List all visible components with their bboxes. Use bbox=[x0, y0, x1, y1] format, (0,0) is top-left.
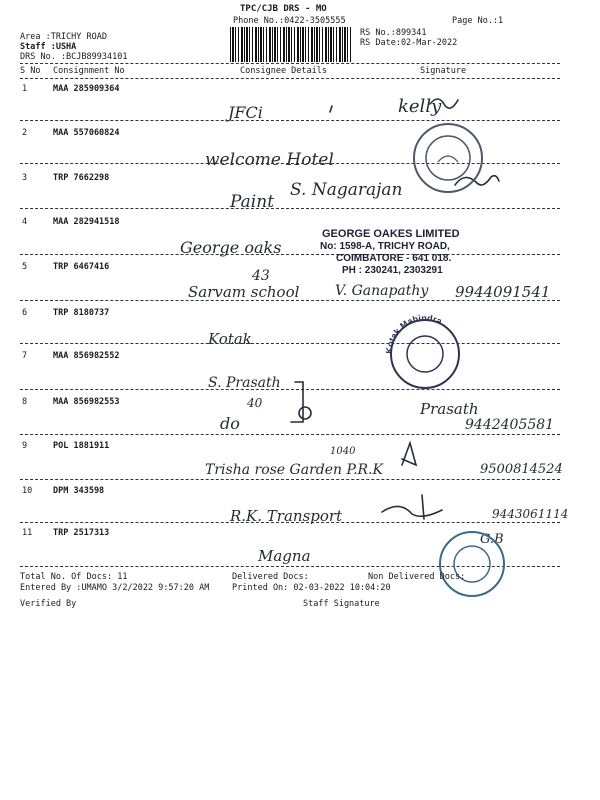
row-sno: 8 bbox=[22, 397, 28, 407]
total-docs: Total No. Of Docs: 11 bbox=[20, 572, 128, 582]
divider bbox=[20, 343, 560, 344]
row-consignment: POL 1881911 bbox=[53, 441, 110, 451]
handwritten-signature: G.B bbox=[480, 532, 504, 547]
handwritten-consignee: Trisha rose Garden P.R.K bbox=[205, 462, 383, 478]
stamp-address-line1: No: 1598-A, TRICHY ROAD, bbox=[320, 241, 450, 252]
handwritten-consignee: Sarvam school bbox=[188, 283, 300, 301]
handwritten-extra: 1040 bbox=[330, 446, 356, 457]
handwritten-consignee: JFCi bbox=[228, 103, 263, 122]
stamp-phone: PH : 230241, 2303291 bbox=[342, 265, 443, 276]
handwritten-consignee: Kotak bbox=[208, 330, 252, 348]
col-header-sno: S No bbox=[20, 66, 41, 76]
divider bbox=[20, 479, 560, 480]
handwritten-extra: 40 bbox=[247, 396, 263, 410]
barcode bbox=[230, 27, 352, 62]
row-consignment: TRP 2517313 bbox=[53, 528, 110, 538]
divider bbox=[20, 389, 560, 390]
row-sno: 1 bbox=[22, 84, 28, 94]
printed-on: Printed On: 02-03-2022 10:04:20 bbox=[232, 583, 391, 593]
divider bbox=[20, 254, 560, 255]
handwritten-consignee: S. Prasath bbox=[208, 375, 281, 391]
entered-by: Entered By :UMAMO 3/2/2022 9:57:20 AM bbox=[20, 583, 210, 593]
row-consignment: MAA 856982552 bbox=[53, 351, 120, 361]
stamp-company-name: GEORGE OAKES LIMITED bbox=[322, 228, 460, 240]
row-sno: 2 bbox=[22, 128, 28, 138]
rs-date: RS Date:02-Mar-2022 bbox=[360, 38, 458, 48]
handwritten-signature: Prasath bbox=[420, 400, 479, 418]
verified-by: Verified By bbox=[20, 599, 77, 609]
row-consignment: DPM 343598 bbox=[53, 486, 105, 496]
page-number: Page No.:1 bbox=[452, 16, 504, 26]
row-sno: 10 bbox=[22, 486, 33, 496]
handwritten-signature: kelly bbox=[398, 96, 442, 117]
row-consignment: MAA 285909364 bbox=[53, 84, 120, 94]
handwritten-consignee: do bbox=[220, 414, 240, 433]
col-header-consignment: Consignment No bbox=[53, 66, 125, 76]
row-sno: 11 bbox=[22, 528, 33, 538]
handwritten-consignee: Magna bbox=[258, 547, 311, 565]
row-consignment: MAA 282941518 bbox=[53, 217, 120, 227]
row-sno: 9 bbox=[22, 441, 28, 451]
divider bbox=[20, 522, 560, 523]
divider bbox=[20, 300, 560, 301]
row-consignment: TRP 7662298 bbox=[53, 173, 110, 183]
handwritten-consignee: R.K. Transport bbox=[230, 507, 343, 525]
kotak-stamp-text: Kotak Mahindra bbox=[383, 312, 444, 355]
svg-text:Kotak Mahindra bbox=[384, 313, 444, 354]
row-sno: 3 bbox=[22, 173, 28, 183]
delivered-docs: Delivered Docs: bbox=[232, 572, 309, 582]
row-consignment: TRP 8180737 bbox=[53, 308, 110, 318]
col-header-signature: Signature bbox=[420, 66, 467, 76]
rs-number: RS No.:899341 bbox=[360, 28, 427, 38]
row-sno: 5 bbox=[22, 262, 28, 272]
row-consignment: TRP 6467416 bbox=[53, 262, 110, 272]
handwritten-consignee: welcome Hotel bbox=[205, 150, 334, 170]
staff-label: Staff :USHA bbox=[20, 42, 77, 52]
handwritten-consignee: George oaks bbox=[180, 238, 282, 257]
document-title: TPC/CJB DRS - MO bbox=[240, 4, 327, 14]
staff-signature: Staff Signature bbox=[303, 599, 380, 609]
row-sno: 6 bbox=[22, 308, 28, 318]
handwritten-phone: 9442405581 bbox=[465, 417, 555, 433]
divider bbox=[20, 78, 560, 79]
row-consignment: MAA 856982553 bbox=[53, 397, 120, 407]
stamp-address-line2: COIMBATORE - 641 018. bbox=[336, 253, 452, 264]
divider bbox=[20, 208, 560, 209]
divider bbox=[20, 63, 560, 64]
handwritten-signature: V. Ganapathy bbox=[335, 283, 429, 299]
handwritten-signature: S. Nagarajan bbox=[290, 180, 403, 200]
finance-seal-stamp bbox=[432, 528, 512, 600]
handwritten-extra: 43 bbox=[252, 268, 270, 284]
round-seal-stamp bbox=[408, 118, 488, 198]
non-delivered-docs: Non Delivered Docs: bbox=[368, 572, 466, 582]
col-header-consignee: Consignee Details bbox=[240, 66, 327, 76]
phone-number: Phone No.:0422-3505555 bbox=[233, 16, 346, 26]
area-label: Area :TRICHY ROAD bbox=[20, 32, 107, 42]
row-consignment: MAA 557060824 bbox=[53, 128, 120, 138]
handwritten-consignee: Paint bbox=[230, 192, 275, 212]
row-sno: 4 bbox=[22, 217, 28, 227]
handwritten-phone: 9443061114 bbox=[492, 507, 569, 521]
kotak-seal-stamp bbox=[378, 310, 473, 390]
row-sno: 7 bbox=[22, 351, 28, 361]
divider bbox=[20, 434, 560, 435]
handwritten-phone: 9944091541 bbox=[455, 283, 551, 301]
handwritten-phone: 9500814524 bbox=[480, 462, 563, 477]
drs-number: DRS No. :BCJB89934101 bbox=[20, 52, 128, 62]
